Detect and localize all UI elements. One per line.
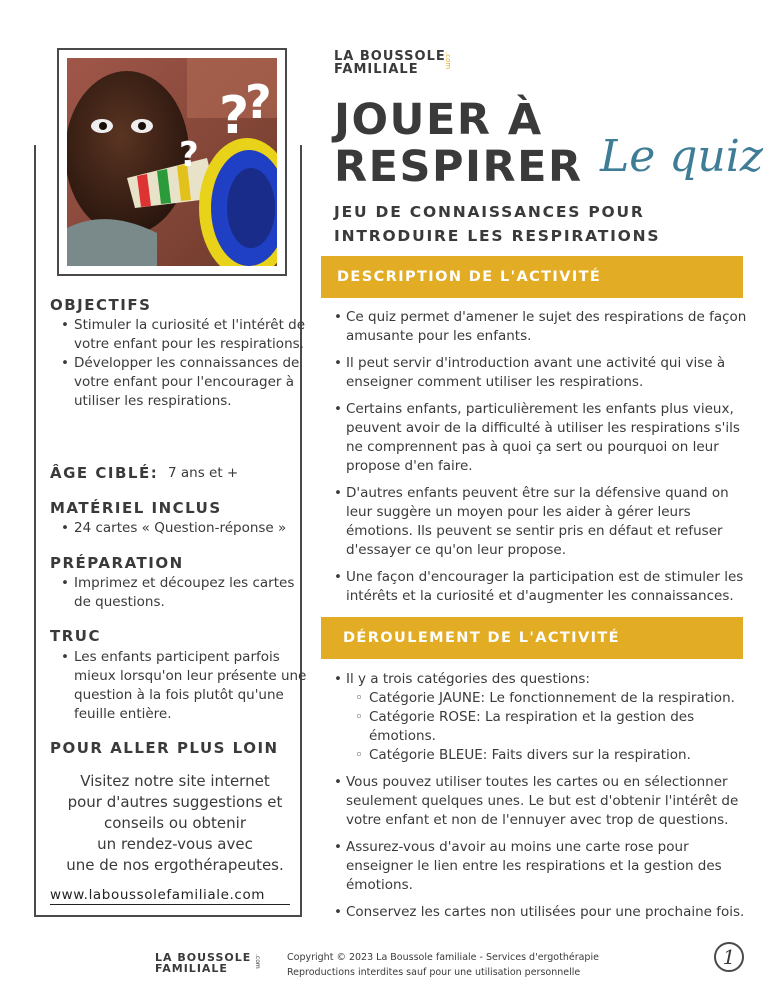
list-item: • Vous pouvez utiliser toutes les cartes ou en sélectionner seulement quelques unes. Le but est d'obtenir l'intérêt de votre enfant et non de l'ennuyer avec trop de questions. bbox=[346, 773, 758, 830]
svg-text:?: ? bbox=[245, 75, 272, 129]
list-item: • Imprimez et découpez les cartes de questions. bbox=[74, 574, 314, 612]
materiel-list bbox=[50, 519, 334, 538]
child-trumpet-photo bbox=[67, 58, 277, 266]
age-heading: ÂGE CIBLÉ: bbox=[50, 464, 159, 482]
svg-text:?: ? bbox=[179, 135, 199, 175]
list-item: • Une façon d'encourager la participation est de stimuler les intérêts et la curiosité et d'augmenter les connaissances. bbox=[346, 568, 758, 606]
objectifs-list bbox=[50, 316, 314, 411]
footer-logo-com: .com bbox=[254, 954, 261, 969]
header-logo bbox=[334, 50, 464, 80]
visit-line: conseils ou obtenir bbox=[104, 814, 246, 832]
list-item: • Ce quiz permet d'amener le sujet des respirations de façon amusante pour les enfants. bbox=[346, 308, 758, 346]
list-item: • Assurez-vous d'avoir au moins une carte rose pour enseigner le lien entre les respirations et la gestion des émotions. bbox=[346, 838, 758, 895]
logo-line1: LA BOUSSOLE bbox=[334, 49, 446, 64]
visit-line: une de nos ergothérapeutes. bbox=[66, 856, 284, 874]
footer-logo bbox=[155, 952, 265, 980]
materiel-heading: MATÉRIEL INCLUS bbox=[50, 499, 222, 517]
visit-line: pour d'autres suggestions et bbox=[67, 793, 283, 811]
deroulement-list bbox=[332, 670, 758, 930]
deroulement-band: DÉROULEMENT DE L'ACTIVITÉ bbox=[321, 617, 743, 659]
subtitle-line2: INTRODUIRE LES RESPIRATIONS bbox=[334, 227, 661, 245]
list-item: • Stimuler la curiosité et l'intérêt de votre enfant pour les respirations. bbox=[74, 316, 314, 354]
category-item: ◦ Catégorie ROSE: La respiration et la gestion des émotions. bbox=[369, 708, 758, 746]
categories-list bbox=[346, 689, 758, 765]
truc-list bbox=[50, 648, 314, 724]
logo-line2: FAMILIALE bbox=[334, 62, 419, 77]
list-item: • Certains enfants, particulièrement les enfants plus vieux, peuvent avoir de la difficulté à utiliser les respirations s'ils ne comprennent pas à quoi ça sert ou pourquoi on leur propose d'en faire. bbox=[346, 400, 758, 476]
list-item: • D'autres enfants peuvent être sur la défensive quand on leur suggère un moyen pour les aider à gérer leurs émotions. Ils peuvent se sentir pris en défaut et refuser d'essayer ce qu'on leur propose. bbox=[346, 484, 758, 560]
footer-logo-line1: LA BOUSSOLE bbox=[155, 951, 252, 964]
visit-line: Visitez notre site internet bbox=[80, 772, 270, 790]
category-item: ◦ Catégorie BLEUE: Faits divers sur la respiration. bbox=[369, 746, 758, 765]
logo-com: .com bbox=[444, 52, 452, 70]
plus-loin-heading: POUR ALLER PLUS LOIN bbox=[50, 739, 279, 757]
website-link[interactable]: www.laboussolefamiliale.com bbox=[50, 887, 290, 905]
footer-text bbox=[287, 950, 599, 980]
preparation-list bbox=[50, 574, 314, 612]
objectifs-heading: OBJECTIFS bbox=[50, 296, 152, 314]
title-line1: JOUER À bbox=[334, 95, 543, 145]
title-script: Le quiz bbox=[600, 131, 764, 182]
rights: Reproductions interdites sauf pour une utilisation personnelle bbox=[287, 967, 581, 978]
svg-text:?: ? bbox=[219, 86, 250, 146]
age-value: 7 ans et + bbox=[168, 465, 239, 481]
list-item: • Les enfants participent parfois mieux lorsqu'on leur présente une question à la fois plutôt qu'une feuille entière. bbox=[74, 648, 314, 724]
copyright: Copyright © 2023 La Boussole familiale - Services d'ergothérapie bbox=[287, 952, 599, 963]
footer-logo-line2: FAMILIALE bbox=[155, 962, 228, 975]
list-item: • Conservez les cartes non utilisées pour une prochaine fois. bbox=[346, 903, 758, 922]
photo-frame bbox=[57, 48, 287, 276]
description-list bbox=[332, 308, 758, 614]
title-line2: RESPIRER bbox=[334, 142, 583, 192]
visit-line: un rendez-vous avec bbox=[97, 835, 253, 853]
subtitle bbox=[334, 200, 734, 248]
subtitle-line1: JEU DE CONNAISSANCES POUR bbox=[334, 203, 645, 221]
category-item: ◦ Catégorie JAUNE: Le fonctionnement de la respiration. bbox=[369, 689, 758, 708]
list-item: • 24 cartes « Question-réponse » bbox=[74, 519, 334, 538]
list-item: • Il peut servir d'introduction avant une activité qui vise à enseigner comment utiliser les respirations. bbox=[346, 354, 758, 392]
categories-intro: Il y a trois catégories des questions: bbox=[346, 671, 590, 687]
visit-text bbox=[40, 771, 310, 876]
preparation-heading: PRÉPARATION bbox=[50, 554, 184, 572]
page-number: 1 bbox=[714, 942, 744, 972]
list-item: • Développer les connaissances de votre enfant pour l'encourager à utiliser les respirations. bbox=[74, 354, 314, 411]
list-item bbox=[346, 670, 758, 765]
truc-heading: TRUC bbox=[50, 627, 101, 645]
description-band: DESCRIPTION DE L'ACTIVITÉ bbox=[321, 256, 743, 298]
